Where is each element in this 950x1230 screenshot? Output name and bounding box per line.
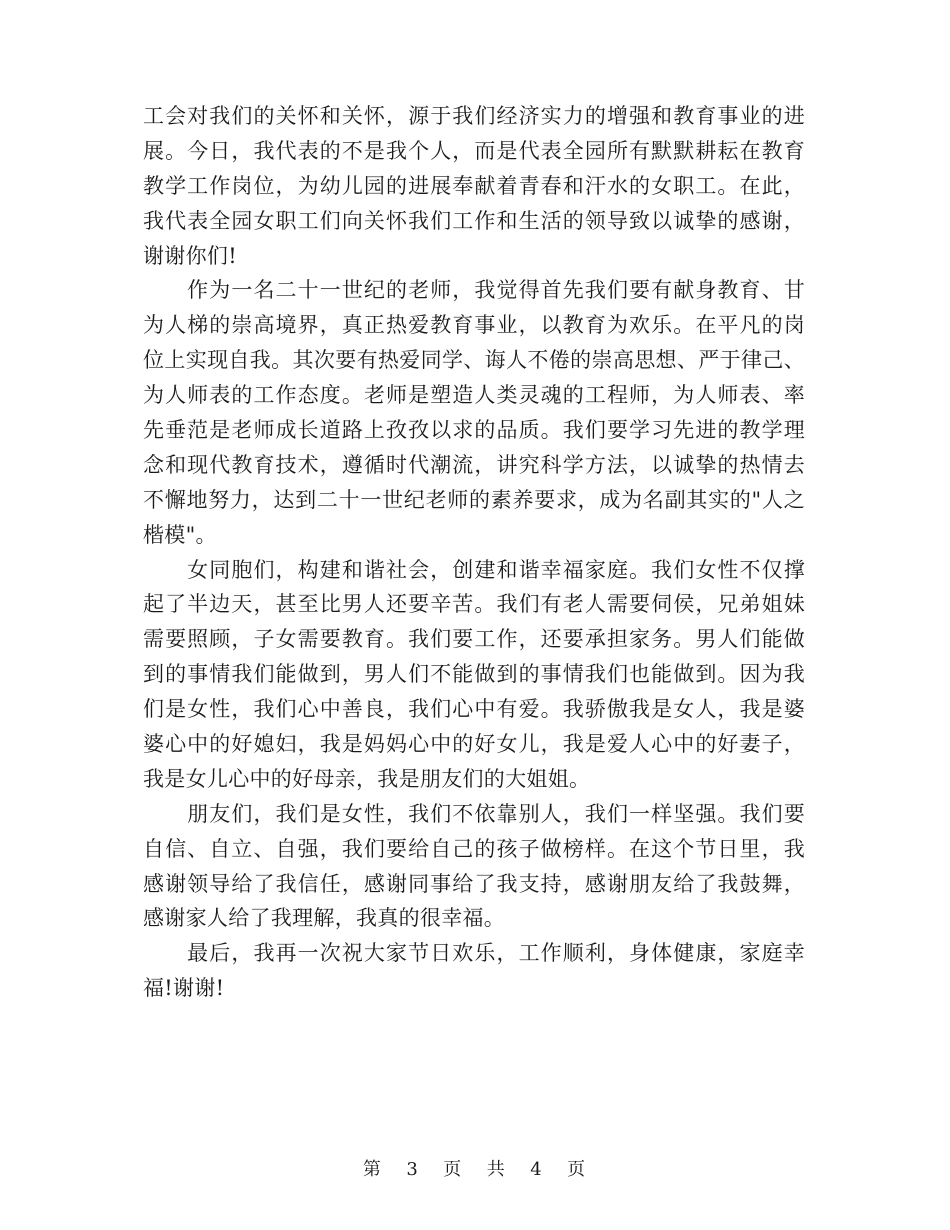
text-line: 感谢家人给了我理解，我真的很幸福。 xyxy=(143,906,506,931)
text-line: 为人梯的崇高境界，真正热爱教育事业，以教育为欢乐。在平凡的岗 xyxy=(143,313,805,338)
footer-total-pages: 4 xyxy=(530,1159,544,1180)
text-line: 自信、自立、自强，我们要给自己的孩子做榜样。在这个节日里，我 xyxy=(143,836,805,861)
text-line: 念和现代教育技术，遵循时代潮流，讲究科学方法，以诚挚的热情去 xyxy=(143,452,805,477)
text-line: 需要照顾，子女需要教育。我们要工作，还要承担家务。男人们能做 xyxy=(143,627,805,652)
text-line: 感谢领导给了我信任，感谢同事给了我支持，感谢朋友给了我鼓舞， xyxy=(143,871,805,896)
footer-prefix: 第 xyxy=(362,1159,383,1180)
text-line: 展。今日，我代表的不是我个人，而是代表全园所有默默耕耘在教育 xyxy=(143,138,805,163)
text-line: 最后，我再一次祝大家节日欢乐，工作顺利，身体健康，家庭幸 xyxy=(143,941,805,966)
text-line: 谢谢你们! xyxy=(143,243,237,268)
text-line: 我代表全园女职工们向关怀我们工作和生活的领导致以诚挚的感谢， xyxy=(143,208,805,233)
text-line: 朋友们，我们是女性，我们不依靠别人，我们一样坚强。我们要 xyxy=(143,801,805,826)
page-footer xyxy=(0,1155,950,1181)
text-line: 婆心中的好媳妇，我是妈妈心中的好女儿，我是爱人心中的好妻子， xyxy=(143,732,805,757)
text-line: 我是女儿心中的好母亲，我是朋友们的大姐姐。 xyxy=(143,766,591,791)
text-line: 不懈地努力，达到二十一世纪老师的素养要求，成为名副其实的"人之 xyxy=(143,487,805,512)
text-line: 教学工作岗位，为幼儿园的进展奉献着青春和汗水的女职工。在此， xyxy=(143,173,805,198)
text-line: 楷模"。 xyxy=(143,522,217,547)
footer-current-page: 3 xyxy=(406,1159,420,1180)
footer-total-word: 共 xyxy=(486,1159,507,1180)
text-line: 工会对我们的关怀和关怀，源于我们经济实力的增强和教育事业的进 xyxy=(143,104,805,128)
text-line: 位上实现自我。其次要有热爱同学、诲人不倦的崇高思想、严于律己、 xyxy=(143,348,805,373)
text-line: 先垂范是老师成长道路上孜孜以求的品质。我们要学习先进的教学理 xyxy=(143,418,805,443)
text-line: 到的事情我们能做到，男人们不能做到的事情我们也能做到。因为我 xyxy=(143,662,805,687)
text-line: 为人师表的工作态度。老师是塑造人类灵魂的工程师，为人师表、率 xyxy=(143,383,805,408)
text-line: 福!谢谢! xyxy=(143,976,225,1001)
text-line: 作为一名二十一世纪的老师，我觉得首先我们要有献身教育、甘 xyxy=(143,278,805,303)
text-line: 女同胞们，构建和谐社会，创建和谐幸福家庭。我们女性不仅撑 xyxy=(143,557,805,582)
document-body xyxy=(143,99,805,1006)
text-line: 起了半边天，甚至比男人还要辛苦。我们有老人需要伺侯，兄弟姐妹 xyxy=(143,592,805,617)
text-line: 们是女性，我们心中善良，我们心中有爱。我骄傲我是女人，我是婆 xyxy=(143,697,805,722)
footer-suffix: 页 xyxy=(567,1159,588,1180)
footer-page-word: 页 xyxy=(443,1159,464,1180)
